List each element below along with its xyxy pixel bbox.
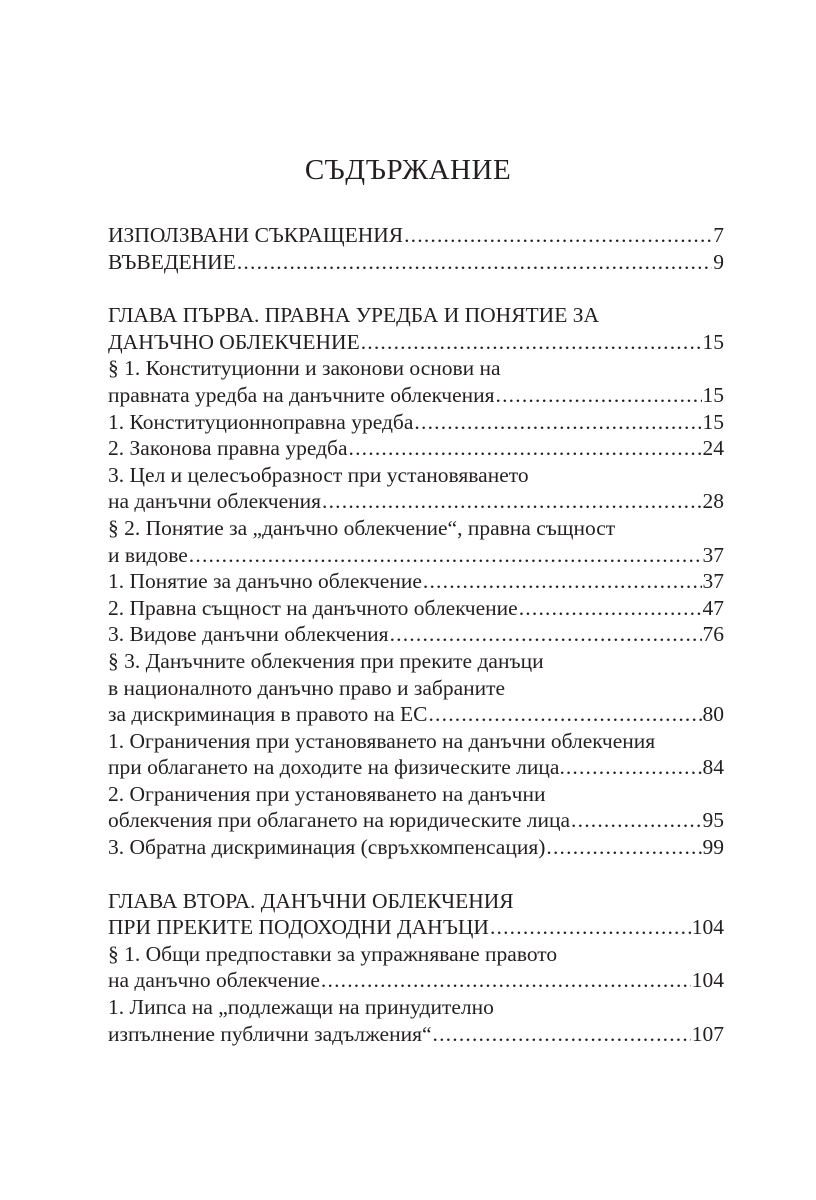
- toc-line: [108, 595, 724, 622]
- dot-leader: [571, 807, 701, 834]
- toc-entry-introduction[interactable]: [108, 249, 724, 276]
- page-number: 24: [702, 436, 724, 461]
- toc-section-1-2[interactable]: [108, 515, 724, 568]
- page-number: 95: [702, 808, 724, 833]
- toc-line: [108, 941, 724, 968]
- toc-line: [108, 409, 724, 436]
- toc-entry-text: изпълнение публични задължения“: [108, 1021, 432, 1046]
- toc-line: [108, 355, 724, 382]
- toc-line: [108, 302, 724, 329]
- toc-entry-text: 2. Ограничения при установяването на данъчни: [108, 781, 546, 806]
- page-number: 99: [702, 835, 724, 860]
- toc-section-1-3[interactable]: [108, 648, 724, 728]
- page-number: 104: [691, 915, 724, 940]
- toc-entry-text: на данъчни облекчения: [108, 489, 322, 514]
- toc-entry-text: 1. Ограничения при установяването на данъчни облекчения: [108, 728, 656, 753]
- toc-subsection[interactable]: [108, 409, 724, 436]
- toc-subsection[interactable]: [108, 595, 724, 622]
- toc-line: [108, 888, 724, 915]
- toc-line: [108, 329, 724, 356]
- toc-line: [108, 807, 724, 834]
- toc-entry-text: § 1. Общи предпоставки за упражняване правото: [108, 941, 558, 966]
- page-number: 104: [691, 968, 724, 993]
- dot-leader: [490, 914, 691, 941]
- toc-entry-text: за дискриминация в правото на ЕС: [108, 702, 428, 727]
- toc-entry-text: облекчения при облагането на юридическите лица: [108, 808, 571, 833]
- toc-line: [108, 781, 724, 808]
- chapter-heading-text: ГЛАВА ПЪРВА. ПРАВНА УРЕДБА И ПОНЯТИЕ ЗА: [108, 303, 599, 328]
- toc-entry-text: § 1. Конституционни и законови основи на: [108, 356, 501, 381]
- toc-line: [108, 754, 724, 781]
- toc-line: [108, 701, 724, 728]
- spacer: [108, 861, 724, 888]
- toc-line: [108, 621, 724, 648]
- toc-entry-text: 1. Понятие за данъчно облекчение: [108, 569, 422, 594]
- chapter-heading-text: ГЛАВА ВТОРА. ДАНЪЧНИ ОБЛЕКЧЕНИЯ: [108, 888, 514, 913]
- page-number: 15: [702, 329, 724, 354]
- dot-leader: [349, 435, 702, 462]
- dot-leader: [361, 329, 702, 356]
- dot-leader: [189, 542, 702, 569]
- toc-entry-text: на данъчно облекчение: [108, 968, 320, 993]
- page-number: 15: [702, 409, 724, 434]
- dot-leader: [237, 249, 712, 276]
- page-number: 15: [702, 382, 724, 407]
- toc-entry-text: ИЗПОЛЗВАНИ СЪКРАЩЕНИЯ: [108, 223, 404, 247]
- toc-line: [108, 462, 724, 489]
- toc-line: [108, 648, 724, 675]
- dot-leader: [321, 967, 691, 994]
- toc-line: [108, 967, 724, 994]
- toc-line: [108, 728, 724, 755]
- toc-subsection[interactable]: [108, 435, 724, 462]
- page-number: 107: [691, 1021, 724, 1046]
- page-number: 76: [702, 622, 724, 647]
- dot-leader: [322, 488, 701, 515]
- toc-line: [108, 515, 724, 542]
- toc-entry-text: § 3. Данъчните облекчения при преките данъци: [108, 648, 544, 673]
- page-number: 7: [713, 223, 724, 247]
- toc-line: [108, 488, 724, 515]
- toc-entry-text: 2. Правна същност на данъчното облекчение: [108, 595, 518, 620]
- toc-line: [108, 568, 724, 595]
- toc-entry-text: 1. Липса на „подлежащи на принудително: [108, 995, 494, 1020]
- toc-chapter-2[interactable]: [108, 888, 724, 941]
- dot-leader: [423, 568, 702, 595]
- toc-entry-text: и видове: [108, 542, 188, 567]
- dot-leader: [519, 595, 702, 622]
- toc-entry-text: 3. Видове данъчни облекчения: [108, 622, 389, 647]
- toc-line: [108, 542, 724, 569]
- toc-subsection[interactable]: [108, 781, 724, 834]
- toc-entry-text: 3. Обратна дискриминация (свръхкомпенсация): [108, 835, 546, 860]
- toc-entry-text: 3. Цел и целесъобразност при установяването: [108, 462, 529, 487]
- toc-entry-text: правната уредба на данъчните облекчения: [108, 382, 495, 407]
- toc-subsection[interactable]: [108, 568, 724, 595]
- chapter-heading-text: ПРИ ПРЕКИТЕ ПОДОХОДНИ ДАНЪЦИ: [108, 915, 489, 940]
- toc-subsection[interactable]: [108, 728, 724, 781]
- toc-line: [108, 382, 724, 409]
- page-title: СЪДЪРЖАНИЕ: [304, 154, 512, 186]
- toc-subsection[interactable]: [108, 994, 724, 1047]
- toc-chapter-1[interactable]: [108, 302, 724, 355]
- dot-leader: [433, 1021, 691, 1048]
- toc-entry-abbreviations[interactable]: [108, 222, 724, 249]
- toc-subsection[interactable]: [108, 834, 724, 861]
- toc-entry-text: § 2. Понятие за „данъчно облекчение“, правна същност: [108, 515, 616, 540]
- dot-leader: [414, 409, 701, 436]
- page-number: 9: [713, 249, 724, 274]
- dot-leader: [496, 382, 702, 409]
- chapter-heading-text: ДАНЪЧНО ОБЛЕКЧЕНИЕ: [108, 329, 360, 354]
- toc-entry-text: ВЪВЕДЕНИЕ: [108, 249, 236, 274]
- dot-leader: [390, 621, 702, 648]
- toc-entry-text: 1. Конституционноправна уредба: [108, 409, 414, 434]
- toc-section-1-1[interactable]: [108, 355, 724, 408]
- toc-subsection[interactable]: [108, 621, 724, 648]
- page-number: 80: [702, 702, 724, 727]
- toc-line: [108, 435, 724, 462]
- page-number: 28: [702, 489, 724, 514]
- spacer: [108, 275, 724, 302]
- toc-entry-text: при облагането на доходите на физическите лица.: [108, 755, 565, 780]
- toc-line: [108, 914, 724, 941]
- toc-line: [108, 994, 724, 1021]
- toc-line: [108, 834, 724, 861]
- dot-leader: [404, 222, 712, 249]
- page-number: 84: [702, 755, 724, 780]
- toc-subsection[interactable]: [108, 462, 724, 515]
- dot-leader: [566, 754, 702, 781]
- page-number: 47: [702, 595, 724, 620]
- table-of-contents: [108, 222, 724, 1047]
- toc-line: [108, 249, 724, 276]
- toc-entry-text: 2. Законова правна уредба: [108, 436, 348, 461]
- page-number: 37: [702, 542, 724, 567]
- dot-leader: [546, 834, 701, 861]
- toc-line: [108, 1021, 724, 1048]
- toc-line: [108, 675, 724, 702]
- dot-leader: [428, 701, 701, 728]
- toc-entry-text: в националното данъчно право и забраните: [108, 675, 506, 700]
- toc-section-2-1[interactable]: [108, 941, 724, 994]
- page-number: 37: [702, 569, 724, 594]
- toc-line: [108, 222, 724, 249]
